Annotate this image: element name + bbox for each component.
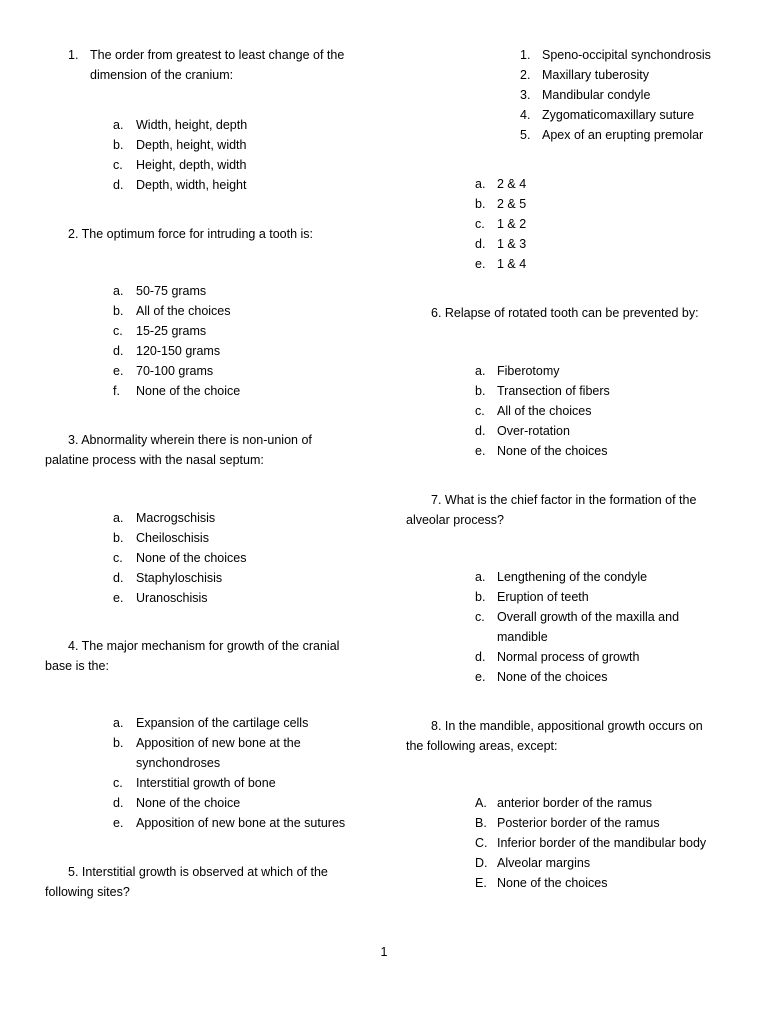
option-d[interactable] [0,793,380,813]
option-e[interactable] [384,441,768,461]
site-item [384,45,768,65]
option-text: None of the choices [497,670,608,684]
option-label: b. [113,531,124,545]
option-b[interactable] [384,381,768,401]
option-d[interactable] [384,853,768,873]
option-text: 2 & 5 [497,197,527,211]
question-5 [0,862,380,902]
question-1-line [0,45,380,65]
option-label: a. [475,570,486,584]
option-b[interactable] [384,587,768,607]
option-text: Width, height, depth [136,118,248,132]
site-text: Mandibular condyle [542,88,651,102]
site-item [384,105,768,125]
option-label: d. [113,796,124,810]
option-text: All of the choices [136,304,231,318]
question-6-options [384,361,768,461]
option-label: b. [475,590,486,604]
question-1 [0,45,380,85]
option-e[interactable] [0,588,380,608]
question-text: 7. What is the chief factor in the formation of the [431,493,697,507]
option-text: None of the choice [136,796,241,810]
option-label: d. [113,344,124,358]
question-text: palatine process with the nasal septum: [45,453,264,467]
option-c[interactable] [384,214,768,234]
option-c[interactable] [0,548,380,568]
question-4 [0,636,380,676]
option-text: 1 & 3 [497,237,527,251]
site-item [384,85,768,105]
option-label: e. [475,670,486,684]
option-text: Expansion of the cartilage cells [136,716,309,730]
option-label: C. [475,836,488,850]
option-e[interactable] [384,254,768,274]
question-2 [0,224,380,244]
option-e[interactable] [0,813,380,833]
site-text: Zygomaticomaxillary suture [542,108,695,122]
option-text: Apposition of new bone at the [136,736,301,750]
option-text: Apposition of new bone at the sutures [136,816,346,830]
option-text: Alveolar margins [497,856,591,870]
option-a[interactable] [384,361,768,381]
option-a[interactable] [384,174,768,194]
option-text: Lengthening of the condyle [497,570,648,584]
option-text: Overall growth of the maxilla and [497,610,680,624]
option-c[interactable] [384,607,768,627]
option-text: Inferior border of the mandibular body [497,836,707,850]
question-1-options [0,115,380,195]
option-label: c. [475,404,485,418]
page-number: 1 [380,945,388,959]
question-1-line [0,65,380,85]
option-label: c. [475,217,485,231]
site-number: 4. [520,108,531,122]
option-b-continued [0,753,380,773]
option-b[interactable] [0,135,380,155]
option-text: Depth, height, width [136,138,247,152]
option-a[interactable] [0,713,380,733]
option-c[interactable] [384,401,768,421]
option-e[interactable] [0,361,380,381]
option-label: c. [475,610,485,624]
question-5-sites [384,45,768,145]
option-a[interactable] [384,793,768,813]
option-text: None of the choices [497,444,608,458]
option-label: b. [475,384,486,398]
question-7-options [384,567,768,687]
option-label: a. [475,177,486,191]
question-3-options [0,508,380,608]
option-f[interactable] [0,381,380,401]
option-text: Normal process of growth [497,650,640,664]
option-text: Staphyloschisis [136,571,223,585]
option-label: f. [113,384,120,398]
option-label: D. [475,856,488,870]
question-text: alveolar process? [406,513,504,527]
question-text: The order from greatest to least change of the [90,48,345,62]
option-a[interactable] [0,115,380,135]
option-label: d. [475,650,486,664]
option-e[interactable] [384,667,768,687]
option-label: e. [475,257,486,271]
option-label: c. [113,551,123,565]
option-text: Over-rotation [497,424,570,438]
option-a[interactable] [384,567,768,587]
option-label: a. [113,118,124,132]
option-label: a. [113,511,124,525]
option-label: d. [475,424,486,438]
option-text: Cheiloschisis [136,531,209,545]
option-text: 120-150 grams [136,344,221,358]
question-text: 4. The major mechanism for growth of the cranial [68,639,340,653]
question-text: base is the: [45,659,109,673]
question-7 [384,490,768,530]
question-5-options [384,174,768,274]
option-d[interactable] [384,421,768,441]
option-label: c. [113,776,123,790]
question-6 [384,303,768,323]
site-text: Speno-occipital synchondrosis [542,48,711,62]
site-number: 2. [520,68,531,82]
option-text: Posterior border of the ramus [497,816,660,830]
option-b[interactable] [384,194,768,214]
site-number: 3. [520,88,531,102]
question-2-options [0,281,380,401]
question-text: 6. Relapse of rotated tooth can be prevented by: [431,306,699,320]
option-label: d. [475,237,486,251]
option-label: b. [113,138,124,152]
question-text: the following areas, except: [406,739,558,753]
option-a[interactable] [0,281,380,301]
option-text: 50-75 grams [136,284,207,298]
option-d[interactable] [384,647,768,667]
option-text: 2 & 4 [497,177,527,191]
option-label: b. [113,304,124,318]
option-text: Depth, width, height [136,178,247,192]
option-text: 1 & 4 [497,257,527,271]
option-d[interactable] [0,568,380,588]
option-text: anterior border of the ramus [497,796,652,810]
option-d[interactable] [384,234,768,254]
option-b[interactable] [384,813,768,833]
site-item [384,65,768,85]
question-text: 5. Interstitial growth is observed at which of the [68,865,328,879]
site-text: Maxillary tuberosity [542,68,649,82]
question-text: 8. In the mandible, appositional growth occurs on [431,719,703,733]
option-e[interactable] [384,873,768,893]
option-label: A. [475,796,487,810]
site-text: Apex of an erupting premolar [542,128,704,142]
option-text: All of the choices [497,404,592,418]
option-label: E. [475,876,487,890]
option-text: Interstitial growth of bone [136,776,276,790]
question-3 [0,430,380,470]
option-text: Macrogschisis [136,511,216,525]
option-text: Transection of fibers [497,384,610,398]
option-b[interactable] [0,301,380,321]
question-text: dimension of the cranium: [90,68,234,82]
question-text: 3. Abnormality wherein there is non-union of [68,433,312,447]
option-c[interactable] [0,155,380,175]
question-8 [384,716,768,756]
option-c-continued [384,627,768,647]
site-number: 5. [520,128,531,142]
option-label: e. [113,591,124,605]
option-a[interactable] [0,508,380,528]
option-text: None of the choices [136,551,247,565]
option-text: Height, depth, width [136,158,247,172]
option-text: synchondroses [136,756,221,770]
option-c[interactable] [384,833,768,853]
option-label: e. [113,364,124,378]
option-label: b. [475,197,486,211]
question-text: 2. The optimum force for intruding a tooth is: [68,227,314,241]
option-label: B. [475,816,487,830]
option-text: mandible [497,630,548,644]
option-text: 70-100 grams [136,364,214,378]
option-label: b. [113,736,124,750]
option-b[interactable] [0,733,380,753]
option-label: c. [113,324,123,338]
question-text: following sites? [45,885,130,899]
question-8-options [384,793,768,893]
option-c[interactable] [0,773,380,793]
option-d[interactable] [0,175,380,195]
site-item [384,125,768,145]
option-label: d. [113,178,124,192]
question-number: 1. [68,48,79,62]
site-number: 1. [520,48,531,62]
option-label: c. [113,158,123,172]
question-4-options [0,713,380,833]
option-text: 15-25 grams [136,324,207,338]
option-text: Eruption of teeth [497,590,589,604]
option-text: Uranoschisis [136,591,208,605]
option-label: e. [475,444,486,458]
option-text: None of the choices [497,876,608,890]
option-label: d. [113,571,124,585]
option-text: 1 & 2 [497,217,527,231]
option-label: a. [113,716,124,730]
option-label: a. [113,284,124,298]
option-label: e. [113,816,124,830]
option-c[interactable] [0,321,380,341]
option-label: a. [475,364,486,378]
option-text: None of the choice [136,384,241,398]
option-b[interactable] [0,528,380,548]
option-text: Fiberotomy [497,364,560,378]
option-d[interactable] [0,341,380,361]
